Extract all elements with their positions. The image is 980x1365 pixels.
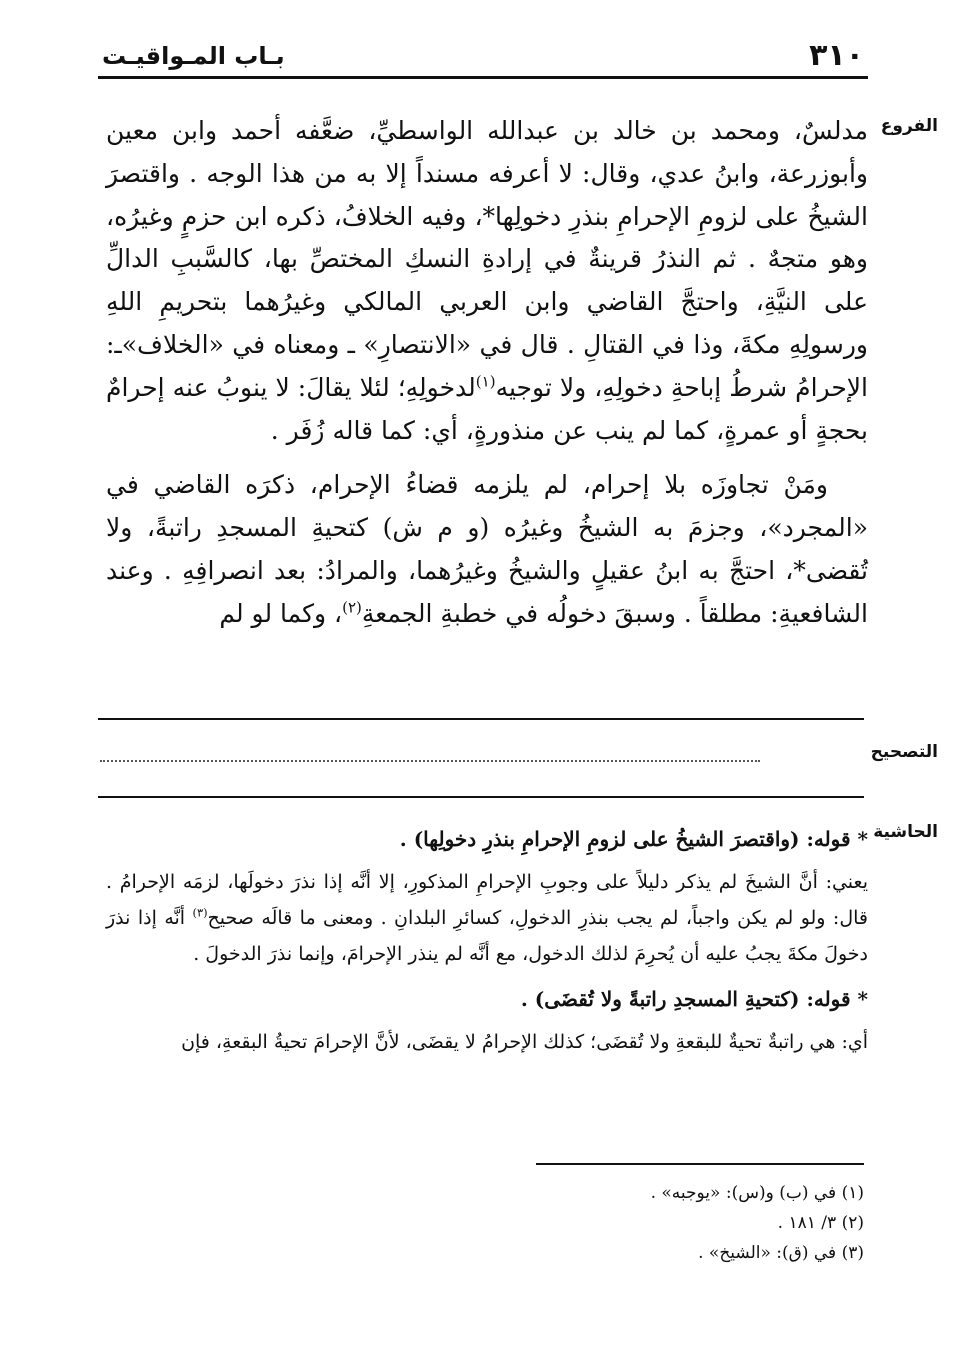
hashiya-explanation-1-end: أنَّه إذا نذرَ دخولَ مكةَ يجبُ عليه أن يُحرِمَ لذلك الدخول، مع أنَّه لم ينذر الإحرامَ، وإنما نذرَ الدخولَ . bbox=[106, 907, 868, 965]
footnote-1: (١) في (ب) و(س): «يوجبه» . bbox=[650, 1183, 864, 1203]
hashiya-explanation-2: أي: هي راتبةٌ تحيةٌ للبقعةِ ولا تُقضَى؛ كذلك الإحرامُ لا يقضَى، لأنَّ الإحرامَ تحيةُ البقعةِ، فإن bbox=[181, 1031, 868, 1053]
footnote-3: (٣) في (ق): «الشيخ» . bbox=[698, 1243, 864, 1263]
page-number: ٣١٠ bbox=[809, 38, 864, 73]
tashih-dotted-line bbox=[100, 750, 760, 762]
footnote-rule bbox=[536, 1163, 864, 1165]
side-label-hashiya: الحاشية bbox=[873, 822, 938, 842]
hashiya-top-rule bbox=[98, 796, 864, 798]
main-text bbox=[106, 110, 868, 636]
footnote-ref-1: (١) bbox=[475, 372, 496, 391]
hashiya-section bbox=[106, 822, 868, 1060]
hashiya-quote-1: * قوله: (واقتصرَ الشيخُ على لزومِ الإحرامِ بنذرِ دخولِها) . bbox=[399, 827, 868, 851]
main-bottom-rule bbox=[98, 718, 864, 720]
footnote-2: (٢) ٣/ ١٨١ . bbox=[777, 1213, 864, 1233]
main-paragraph-2-text: ومَنْ تجاوزَه بلا إحرام، لم يلزمه قضاءُ الإحرام، ذكرَه القاضي في «المجرد»، وجزمَ به الشيخُ وغيرُه (و م ش) كتحيةِ المسجدِ راتبةً، ولا تُقضى*، احتجَّ به ابنُ عقيلٍ والشيخُ وغيرُهما، والمرادُ: بعد انصرافِهِ . وعند الشافعيةِ: مطلقاً . وسبقَ دخولُه في خطبةِ الجمعةِ bbox=[106, 470, 868, 628]
footnote-ref-2: (٢) bbox=[342, 598, 362, 617]
main-paragraph-1-end: لدخولِهِ؛ لئلا يقالَ: لا ينوبُ عنه إحرامٌ بحجةٍ أو عمرةٍ، كما لم ينب عن منذورةٍ، أي: كما قاله زُفَر . bbox=[106, 372, 868, 445]
footnotes bbox=[464, 1178, 864, 1268]
footnote-ref-3: (٣) bbox=[192, 905, 208, 920]
main-paragraph-2-end: ، وكما لو لم bbox=[219, 598, 343, 628]
chapter-title: بـاب المـواقيـت bbox=[102, 42, 285, 70]
side-label-tashih: التصحيح bbox=[870, 742, 938, 762]
main-paragraph-2 bbox=[106, 464, 868, 635]
hashiya-explanation-1-text: يعني: أنَّ الشيخَ لم يذكر دليلاً على وجوبِ الإحرامِ المذكورِ، إلا أنَّه إذا نذرَ دخولَها، لزمَه الإحرامُ . قال: ولو لم يكن واجباً، لم يجب بنذرِ الدخولِ، كسائرِ البلدانِ . ومعنى ما قالَه صحيح bbox=[106, 871, 868, 929]
side-label-furu: الفروع bbox=[880, 116, 938, 136]
hashiya-explanation-1 bbox=[106, 864, 868, 972]
hashiya-quote-2: * قوله: (كتحيةِ المسجدِ راتبةً ولا تُقضَى) . bbox=[520, 987, 868, 1011]
main-paragraph-1-text: مدلسٌ، ومحمد بن خالد بن عبدالله الواسطيِّ، ضعَّفه أحمد وابن معين وأبوزرعة، وابنُ عدي، وقال: لا أعرفه مسنداً إلا به من هذا الوجه . واقتصرَ الشيخُ على لزومِ الإحرامِ بنذرِ دخولِها*، وفيه الخلافُ، ذكره ابن حزمٍ وغيرُه، وهو متجهٌ . ثم النذرُ قرينةٌ في إرادةِ النسكِ المختصِّ بها، كالسَّببِ الدالِّ على النيَّةِ، واحتجَّ القاضي وابن العربي المالكي وغيرُهما بتحريمِ اللهِ ورسولِهِ مكةَ، وذا في القتالِ . قال في «الانتصارِ» ـ ومعناه في «الخلاف»ـ: الإحرامُ شرطُ إباحةِ دخولِهِ، ولا توجيه bbox=[106, 116, 869, 402]
main-paragraph-1 bbox=[106, 110, 868, 452]
page-header bbox=[98, 36, 868, 79]
